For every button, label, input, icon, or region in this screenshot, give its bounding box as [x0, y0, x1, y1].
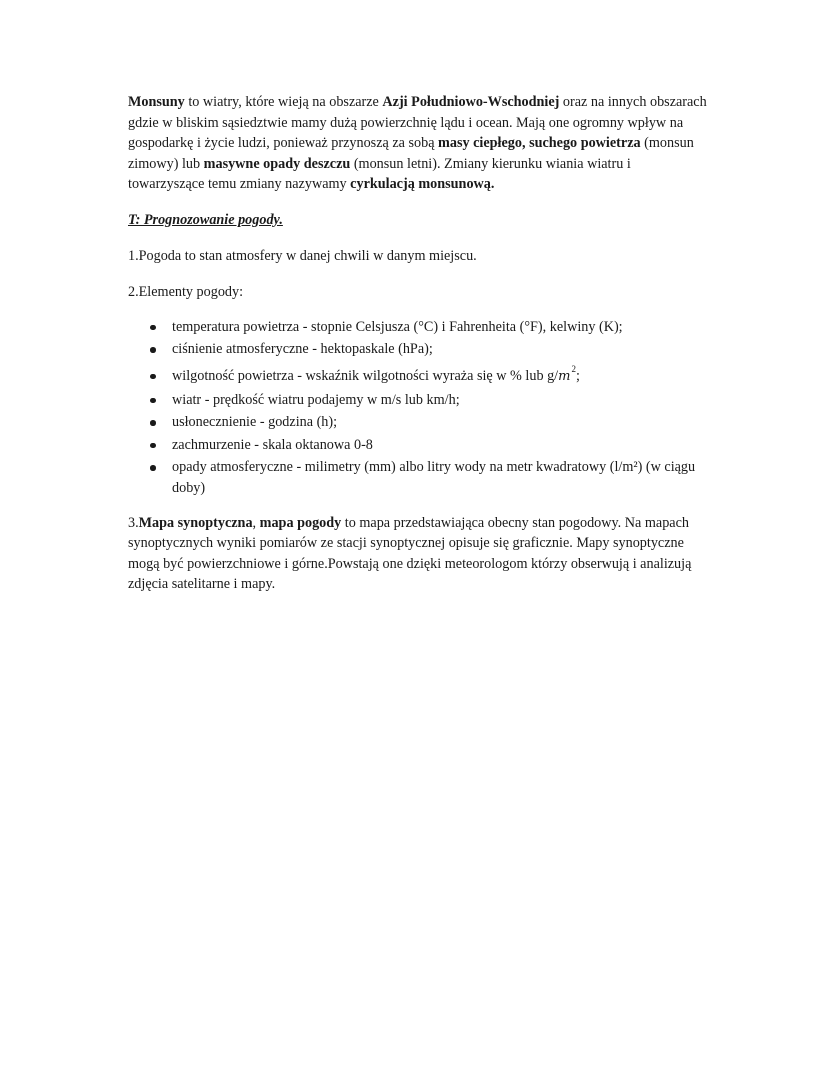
topic-heading: T: Prognozowanie pogody.	[128, 211, 283, 228]
list-item: zachmurzenie - skala oktanowa 0-8	[172, 435, 708, 456]
list-item: wilgotność powietrza - wskaźnik wilgotności wyraża się w % lub $g/m^2$;	[172, 362, 708, 388]
list-item: ciśnienie atmosferyczne - hektopaskale (hPa);	[172, 339, 708, 360]
term-weather-map: mapa pogody	[259, 514, 342, 531]
term-summer-rain: masywne opady deszczu	[203, 155, 351, 172]
intro-paragraph: Monsuny to wiatry, które wieją na obszarze Azji Południowo-Wschodniej oraz na innych obszarach gdzie w bliskim sąsiedztwie mamy dużą powierzchnię lądu i ocean. Mają one ogromny wpływ na gospodarkę i życie ludzi, ponieważ przynoszą za sobą masy ciepłego, suchego powietrza (monsun zimowy) lub masywne opady deszczu (monsun letni). Zmiany kierunku wiania wiatru i towarzyszące temu zmiany nazywamy cyrkulacją monsunową.	[128, 94, 707, 193]
weather-definition: 1.Pogoda to stan atmosfery w danej chwili w danym miejscu.	[128, 247, 477, 264]
weather-elements-list	[128, 317, 708, 499]
term-synoptic-map: Mapa synoptyczna	[138, 514, 253, 531]
superscript: 2	[571, 363, 576, 374]
list-item: usłonecznienie - godzina (h);	[172, 412, 708, 433]
list-item: temperatura powietrza - stopnie Celsjusza (°C) i Fahrenheita (°F), kelwiny (K);	[172, 317, 708, 338]
term-winter-air: masy ciepłego, suchego powietrza	[438, 135, 641, 152]
document-content	[128, 92, 708, 595]
term-region: Azji Południowo-Wschodniej	[382, 94, 560, 110]
math-unit: m	[558, 368, 571, 384]
weather-elements-heading: 2.Elementy pogody:	[128, 284, 244, 301]
term-circulation: cyrkulacją monsunową.	[350, 176, 495, 193]
list-item: wiatr - prędkość wiatru podajemy w m/s lub km/h;	[172, 390, 708, 411]
list-item: opady atmosferyczne - milimetry (mm) albo litry wody na metr kwadratowy (l/m²) (w ciągu doby)	[172, 457, 708, 498]
term-monsuny: Monsuny	[128, 94, 185, 110]
synoptic-map-paragraph: 3.Mapa synoptyczna, mapa pogody to mapa przedstawiająca obecny stan pogodowy. Na mapach synoptycznych wyniki pomiarów ze stacji synoptycznej opisuje się graficznie. Mapy synoptyczne mogą być powierzchniowe i górne.Powstają one dzięki meteorologom którzy obserwują i analizują zdjęcia satelitarne i mapy.	[128, 514, 692, 593]
